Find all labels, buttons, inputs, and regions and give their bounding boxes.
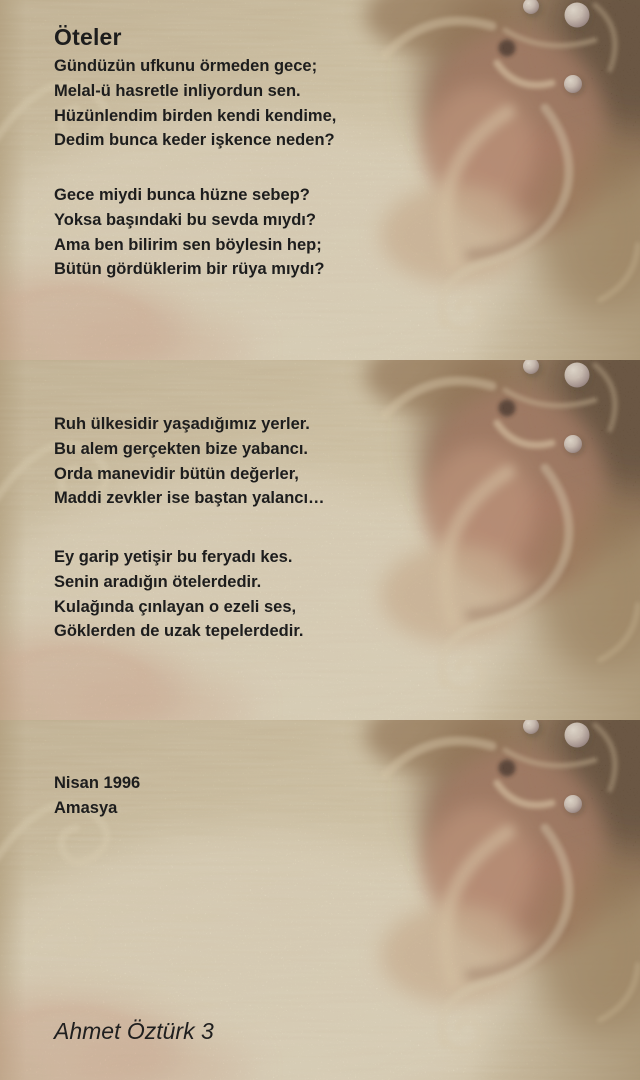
poem-date: Nisan 1996: [54, 774, 141, 792]
stanza-4: [54, 545, 303, 644]
stanza-3: [54, 412, 325, 511]
poem-line: Gündüzün ufkunu örmeden gece;: [54, 57, 318, 75]
poem-line: Bu alem gerçekten bize yabancı.: [54, 439, 309, 458]
poem-line: Göklerden de uzak tepelerdedir.: [54, 622, 304, 641]
poem-line: Orda manevidir bütün değerler,: [54, 464, 299, 483]
poem-line: Kulağında çınlayan o ezeli ses,: [54, 597, 297, 616]
author-signature: Ahmet Öztürk 3: [54, 1018, 214, 1044]
stanza-2: [54, 183, 324, 282]
poem-line: Gece miydi bunca hüzne sebep?: [54, 186, 310, 204]
poem-line: Hüzünlendim birden kendi kendime,: [54, 106, 337, 125]
poem-line: Dedim bunca keder işkence neden?: [54, 131, 335, 150]
poem-line: Maddi zevkler ise baştan yalancı…: [54, 489, 325, 508]
poem-line: Yoksa başındaki bu sevda mıydı?: [54, 210, 316, 229]
poem-line: Bütün gördüklerim bir rüya mıydı?: [54, 260, 325, 279]
poem-line: Senin aradığın ötelerdedir.: [54, 572, 262, 591]
poem-place: Amasya: [54, 798, 118, 817]
poem-line: Ruh ülkesidir yaşadığımız yerler.: [54, 415, 310, 433]
poem-line: Ama ben bilirim sen böylesin hep;: [54, 235, 322, 254]
poem-title: Öteler: [54, 24, 122, 51]
stanza-1: [54, 54, 336, 153]
poem-line: Melal-ü hasretle inliyordun sen.: [54, 81, 301, 100]
colophon: [54, 771, 140, 821]
poem-line: Ey garip yetişir bu feryadı kes.: [54, 548, 293, 566]
